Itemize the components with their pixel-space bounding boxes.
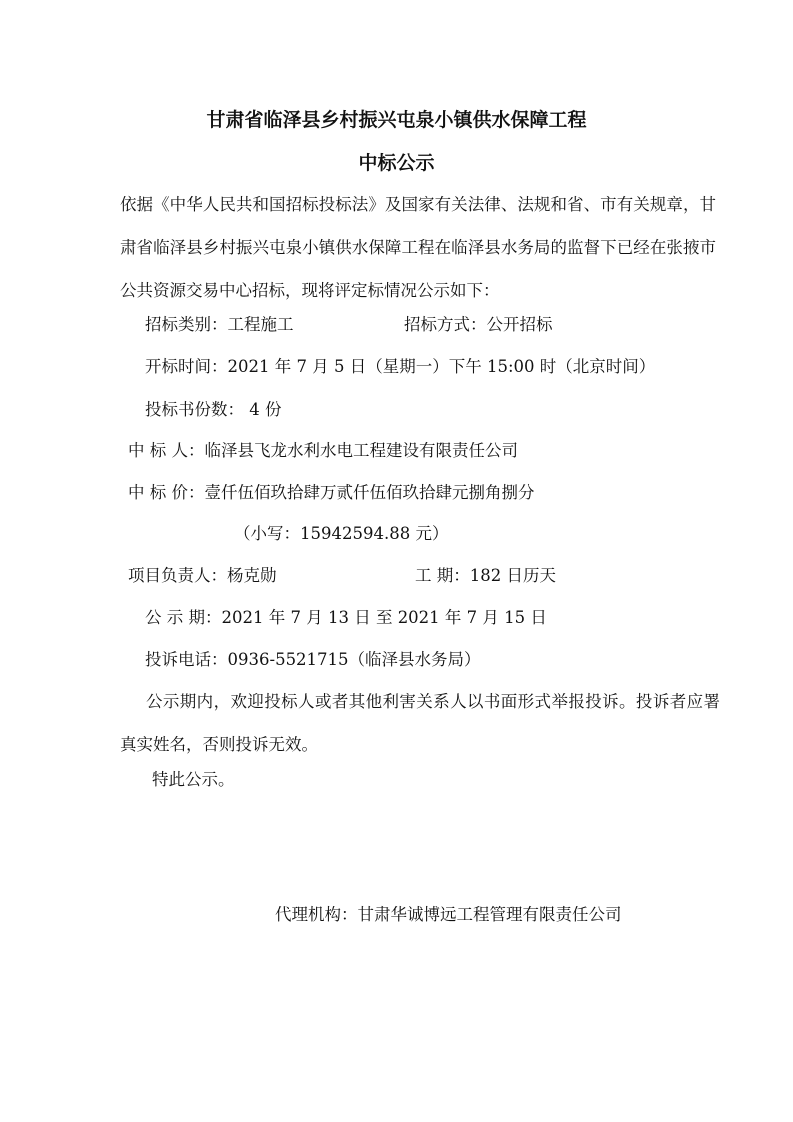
document-title: 甘肃省临泽县乡村振兴屯泉小镇供水保障工程 <box>206 109 587 131</box>
closing-text: 特此公示。 <box>152 770 235 789</box>
field-method: 招标方式：公开招标 <box>404 315 553 334</box>
agency-signature: 代理机构：甘肃华诚博远工程管理有限责任公司 <box>275 905 622 924</box>
complaint-paragraph <box>120 680 720 766</box>
intro-text: 依据《中华人民共和国招标投标法》及国家有关法律、法规和省、市有关规章，甘肃省临泽县乡村振兴屯泉小镇供水保障工程在临泽县水务局的监督下已经在张掖市公共资源交易中心招标，现将评定标情况公示如下： <box>120 195 716 300</box>
complaint-text: 公示期内，欢迎投标人或者其他利害关系人以书面形式举报投诉。投诉者应署真实姓名，否则投诉无效。 <box>120 692 720 754</box>
field-phone: 投诉电话：0936-5521715（临泽县水务局） <box>145 650 481 669</box>
field-category: 招标类别：工程施工 <box>145 315 294 334</box>
field-period: 公 示 期：2021 年 7 月 13 日 至 2021 年 7 月 15 日 <box>145 608 547 627</box>
intro-paragraph <box>120 183 716 312</box>
field-open-time: 开标时间：2021 年 7 月 5 日（星期一）下午 15:00 时（北京时间） <box>145 357 656 376</box>
field-winner: 中 标 人：临泽县飞龙水利水电工程建设有限责任公司 <box>128 441 518 460</box>
field-bid-count: 投标书份数： 4 份 <box>145 400 282 419</box>
field-price-small: （小写：15942594.88 元） <box>234 524 449 543</box>
field-price: 中 标 价：壹仟伍佰玖拾肆万贰仟伍佰玖拾肆元捌角捌分 <box>128 483 535 502</box>
document-subtitle: 中标公示 <box>358 152 435 174</box>
field-duration: 工 期：182 日历天 <box>415 566 556 585</box>
field-manager: 项目负责人：杨克勋 <box>128 566 277 585</box>
